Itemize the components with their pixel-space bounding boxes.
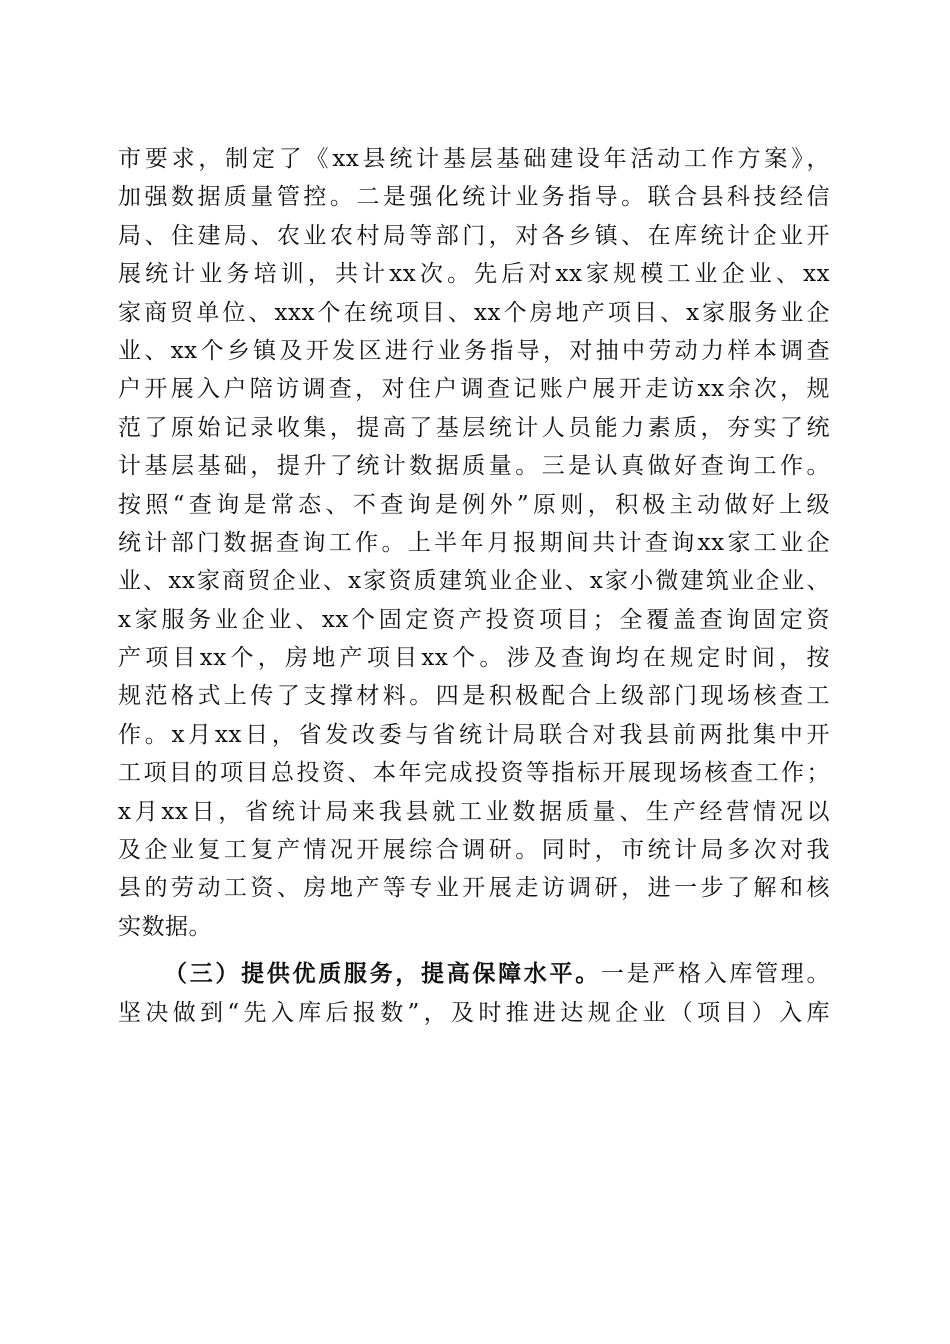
text-line: 统计部门数据查询工作。上半年月报期间共计查询xx家工业企	[118, 529, 830, 556]
body-text	[118, 140, 830, 1032]
text-line: 业、xx家商贸企业、x家资质建筑业企业、x家小微建筑业企业、	[118, 568, 830, 595]
text-line: 坚决做到“先入库后报数”，及时推进达规企业（项目）入库	[118, 999, 830, 1026]
text-line: x月xx日，省统计局来我县就工业数据质量、生产经营情况以	[118, 798, 830, 825]
text-line: 局、住建局、农业农村局等部门，对各乡镇、在库统计企业开	[118, 222, 830, 249]
text-line: 产项目xx个，房地产项目xx个。涉及查询均在规定时间，按	[118, 645, 830, 672]
text-line: 加强数据质量管控。二是强化统计业务指导。联合县科技经信	[118, 184, 830, 211]
text-line: 展统计业务培训，共计xx次。先后对xx家规模工业企业、xx	[118, 261, 830, 288]
text-line: 计基层基础，提升了统计数据质量。三是认真做好查询工作。	[118, 453, 830, 480]
text-line: 规范格式上传了支撑材料。四是积极配合上级部门现场核查工	[118, 683, 830, 710]
paragraph-statistics-guidance	[118, 140, 830, 946]
text-line: 实数据。	[118, 913, 212, 940]
text-run: 一是严格入库管理。	[600, 961, 831, 988]
text-line: 户开展入户陪访调查，对住户调查记账户展开走访xx余次，规	[118, 376, 830, 403]
text-line: 家商贸单位、xxx个在统项目、xx个房地产项目、x家服务业企	[118, 299, 830, 326]
text-line: 业、xx个乡镇及开发区进行业务指导，对抽中劳动力样本调查	[118, 337, 830, 364]
text-line: 县的劳动工资、房地产等专业开展走访调研，进一步了解和核	[118, 875, 830, 902]
section-heading-line	[118, 955, 830, 993]
text-line: 工项目的项目总投资、本年完成投资等指标开展现场核查工作；	[118, 760, 830, 787]
text-line: 范了原始记录收集，提高了基层统计人员能力素质，夯实了统	[118, 414, 830, 441]
text-line: 按照“查询是常态、不查询是例外”原则，积极主动做好上级	[118, 491, 830, 518]
text-line: 作。x月xx日，省发改委与省统计局联合对我县前两批集中开	[118, 721, 830, 748]
text-line: 市要求，制定了《xx县统计基层基础建设年活动工作方案》，	[118, 146, 830, 172]
paragraph-service-guarantee	[118, 955, 830, 1032]
text-line: 及企业复工复产情况开展综合调研。同时，市统计局多次对我	[118, 837, 830, 864]
section-heading: （三）提供优质服务，提高保障水平。	[164, 960, 601, 988]
text-line: x家服务业企业、xx个固定资产投资项目；全覆盖查询固定资	[118, 606, 830, 633]
